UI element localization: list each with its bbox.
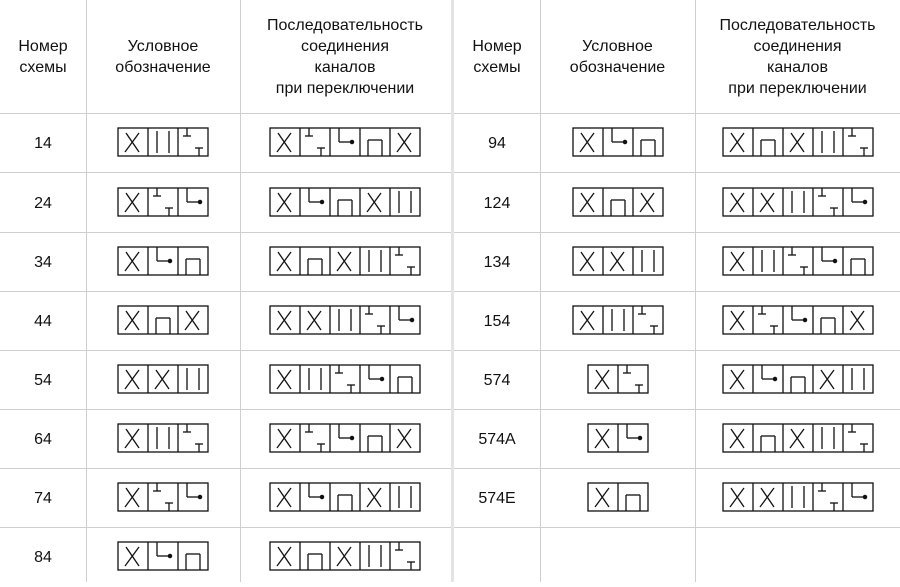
switch-sequence-cell — [240, 185, 450, 219]
switch-sequence-cell — [695, 421, 900, 455]
valve-lines — [723, 306, 873, 334]
valve-symbol — [117, 362, 209, 396]
valve-symbol — [722, 362, 874, 396]
valve-lines — [573, 247, 663, 275]
valve-symbol-cell — [540, 244, 695, 278]
valve-lines — [270, 128, 420, 156]
valve-lines — [723, 188, 873, 216]
valve-symbol-cell — [540, 362, 695, 396]
valve-symbol — [722, 303, 874, 337]
valve-symbol — [572, 303, 664, 337]
switch-sequence-cell — [695, 303, 900, 337]
scheme-number: 134 — [483, 253, 511, 271]
valve-symbol-cell — [86, 303, 240, 337]
valve-symbol — [722, 185, 874, 219]
valve-symbol-cell — [540, 185, 695, 219]
valve-lines — [723, 128, 873, 156]
valve-lines — [118, 247, 208, 275]
scheme-number: 74 — [34, 489, 52, 507]
valve-symbol — [587, 480, 649, 514]
valve-lines — [118, 365, 208, 393]
valve-symbol — [269, 125, 421, 159]
switch-sequence-cell — [240, 244, 450, 278]
header-symbol: Условное обозначение — [569, 38, 666, 76]
valve-symbol — [269, 362, 421, 396]
valve-symbol — [587, 421, 649, 455]
scheme-number: 574 — [483, 371, 511, 389]
valve-lines — [118, 483, 208, 511]
valve-symbol — [269, 421, 421, 455]
valve-lines — [588, 365, 648, 393]
valve-symbol-cell — [540, 125, 695, 159]
scheme-number: 574A — [478, 430, 516, 448]
scheme-number: 34 — [34, 253, 52, 271]
valve-lines — [723, 365, 873, 393]
valve-symbol — [587, 362, 649, 396]
switch-sequence-cell — [240, 362, 450, 396]
valve-symbol — [117, 125, 209, 159]
valve-lines — [270, 424, 420, 452]
valve-lines — [573, 128, 663, 156]
scheme-number: 574E — [478, 489, 516, 507]
valve-lines — [118, 188, 208, 216]
valve-symbol — [269, 480, 421, 514]
valve-symbol-cell — [86, 244, 240, 278]
switch-sequence-cell — [240, 539, 450, 573]
valve-lines — [573, 306, 663, 334]
switch-sequence-cell — [695, 480, 900, 514]
valve-lines — [588, 424, 648, 452]
header-symbol: Условное обозначение — [115, 38, 211, 76]
valve-symbol — [572, 125, 664, 159]
valve-symbol-cell — [86, 480, 240, 514]
scheme-number: 24 — [34, 194, 52, 212]
scheme-number: 124 — [483, 194, 511, 212]
switch-sequence-cell — [240, 125, 450, 159]
valve-lines — [723, 247, 873, 275]
valve-symbol-cell — [540, 480, 695, 514]
valve-lines — [270, 483, 420, 511]
scheme-number: 94 — [488, 134, 506, 152]
switch-sequence-cell — [695, 125, 900, 159]
header-sequence: Последовательность соединения каналов при переключении — [719, 17, 876, 97]
valve-symbol — [722, 244, 874, 278]
valve-lines — [118, 542, 208, 570]
valve-symbol-cell — [86, 539, 240, 573]
valve-symbol — [117, 480, 209, 514]
valve-lines — [270, 188, 420, 216]
valve-symbol — [117, 185, 209, 219]
switch-sequence-cell — [695, 244, 900, 278]
valve-symbol-cell — [86, 362, 240, 396]
scheme-number: 14 — [34, 134, 52, 152]
valve-symbol — [572, 244, 664, 278]
header-number: Номер схемы — [18, 38, 68, 76]
valve-symbol — [269, 185, 421, 219]
valve-lines — [573, 188, 663, 216]
valve-lines — [270, 247, 420, 275]
valve-symbol — [117, 539, 209, 573]
scheme-number: 64 — [34, 430, 52, 448]
valve-symbol — [722, 125, 874, 159]
valve-lines — [270, 365, 420, 393]
scheme-number: 44 — [34, 312, 52, 330]
scheme-number: 54 — [34, 371, 52, 389]
switch-sequence-cell — [695, 362, 900, 396]
valve-symbol — [572, 185, 664, 219]
valve-symbol — [117, 303, 209, 337]
valve-lines — [118, 424, 208, 452]
valve-lines — [270, 542, 420, 570]
valve-symbol — [722, 480, 874, 514]
valve-symbol-cell — [540, 303, 695, 337]
switch-sequence-cell — [240, 303, 450, 337]
grid-line — [0, 172, 451, 173]
valve-lines — [270, 306, 420, 334]
header-sequence: Последовательность соединения каналов при переключении — [267, 17, 423, 97]
valve-symbol-cell — [86, 421, 240, 455]
valve-lines — [588, 483, 648, 511]
scheme-number: 84 — [34, 548, 52, 566]
valve-symbol — [117, 244, 209, 278]
valve-lines — [118, 306, 208, 334]
switch-sequence-cell — [240, 480, 450, 514]
grid-line — [454, 527, 900, 528]
valve-symbol — [117, 421, 209, 455]
valve-lines — [723, 424, 873, 452]
valve-symbol — [269, 303, 421, 337]
grid-line — [454, 172, 900, 173]
header-number: Номер схемы — [472, 38, 522, 76]
valve-lines — [723, 483, 873, 511]
valve-lines — [118, 128, 208, 156]
valve-symbol — [722, 421, 874, 455]
valve-symbol-cell — [540, 421, 695, 455]
valve-symbol — [269, 539, 421, 573]
valve-symbol-cell — [86, 185, 240, 219]
scheme-number: 154 — [483, 312, 511, 330]
switch-sequence-cell — [695, 185, 900, 219]
valve-symbol — [269, 244, 421, 278]
valve-symbol-cell — [86, 125, 240, 159]
switch-sequence-cell — [240, 421, 450, 455]
